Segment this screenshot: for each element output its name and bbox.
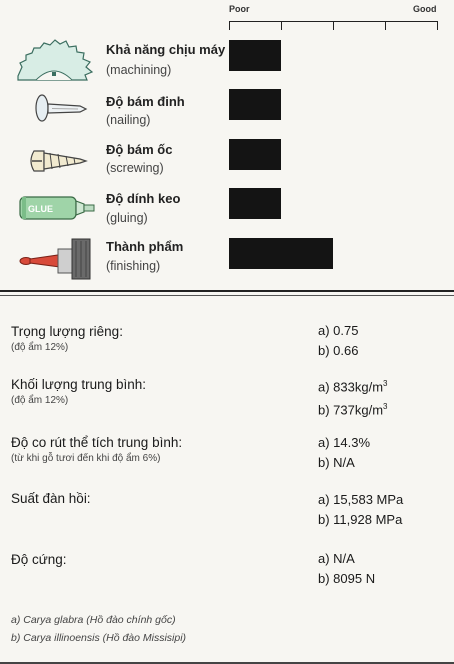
property-note: (độ ẩm 12%)	[11, 395, 69, 406]
glue-tube-icon	[14, 190, 96, 236]
paint-brush-icon	[14, 237, 96, 283]
property-values	[318, 321, 358, 361]
property-values	[318, 490, 403, 530]
section-divider	[0, 295, 454, 296]
property-values	[318, 433, 370, 473]
property-name: Thành phẩm	[106, 239, 184, 254]
value-b: b) $737kg/m^3$	[318, 402, 388, 418]
working-property-row	[0, 34, 454, 84]
working-property-row	[0, 237, 454, 287]
section-divider	[0, 290, 454, 292]
property-english-name: (machining)	[106, 63, 172, 77]
reference-b: b) Carya illinoensis (Hồ đào Missisipi)	[11, 632, 187, 644]
scale-tick	[281, 21, 282, 30]
property-values	[318, 549, 375, 589]
value-b: b) 11,928 MPa	[318, 512, 403, 527]
unit-superscript: 3	[383, 402, 388, 412]
property-name: Độ dính keo	[106, 191, 181, 206]
property-title: Suất đàn hồi:	[11, 491, 91, 506]
value-a: a) 0.75	[318, 323, 359, 338]
property-note: (độ ẩm 12%)	[11, 342, 69, 353]
rating-bar	[229, 188, 281, 219]
value-b: b) 0.66	[318, 343, 359, 358]
property-english-name: (finishing)	[106, 259, 161, 273]
property-title: Trọng lượng riêng:	[11, 324, 123, 339]
working-property-row	[0, 139, 454, 189]
physical-property	[11, 377, 311, 406]
rating-bar	[229, 139, 281, 170]
saw-blade-icon	[14, 36, 96, 82]
svg-text:GLUE: GLUE	[28, 204, 54, 214]
scale-tick	[333, 21, 334, 30]
value-a: a) 14.3%	[318, 435, 371, 450]
scale-poor-label: Poor	[229, 4, 250, 14]
property-english-name: (nailing)	[106, 113, 151, 127]
property-name: Khả năng chịu máy	[106, 42, 226, 57]
property-name: Độ bám đinh	[106, 94, 185, 109]
scale-tick	[437, 21, 438, 30]
scale-tick	[229, 21, 230, 30]
nail-icon	[14, 88, 96, 134]
value-a: a) $833kg/m^3$	[318, 379, 388, 395]
species-references	[11, 611, 186, 647]
value-a: a) N/A	[318, 551, 355, 566]
property-english-name: (gluing)	[106, 211, 148, 225]
value-b: b) 8095 N	[318, 571, 376, 586]
value-a: a) 15,583 MPa	[318, 492, 404, 507]
property-title: Khối lượng trung bình:	[11, 377, 146, 392]
reference-a: a) Carya glabra (Hồ đào chính gốc)	[11, 614, 176, 626]
value-b: b) N/A	[318, 455, 355, 470]
rating-bar	[229, 40, 281, 71]
property-title: Độ co rút thể tích trung bình:	[11, 435, 183, 450]
rating-bar	[229, 89, 281, 120]
property-note: (từ khi gỗ tươi đến khi độ ẩm 6%)	[11, 453, 161, 464]
physical-property	[11, 491, 311, 506]
scale-tick	[385, 21, 386, 30]
physical-property	[11, 324, 311, 353]
working-property-row	[0, 188, 454, 238]
unit-superscript: 3	[383, 379, 388, 388]
rating-bar	[229, 238, 333, 269]
physical-property	[11, 552, 311, 567]
property-english-name: (screwing)	[106, 161, 164, 175]
working-property-row	[0, 86, 454, 136]
property-values	[318, 374, 388, 421]
scale-good-label: Good	[413, 4, 437, 14]
property-name: Độ bám ốc	[106, 142, 173, 157]
screw-icon	[14, 141, 96, 187]
physical-property	[11, 435, 311, 464]
property-title: Độ cứng:	[11, 552, 67, 567]
